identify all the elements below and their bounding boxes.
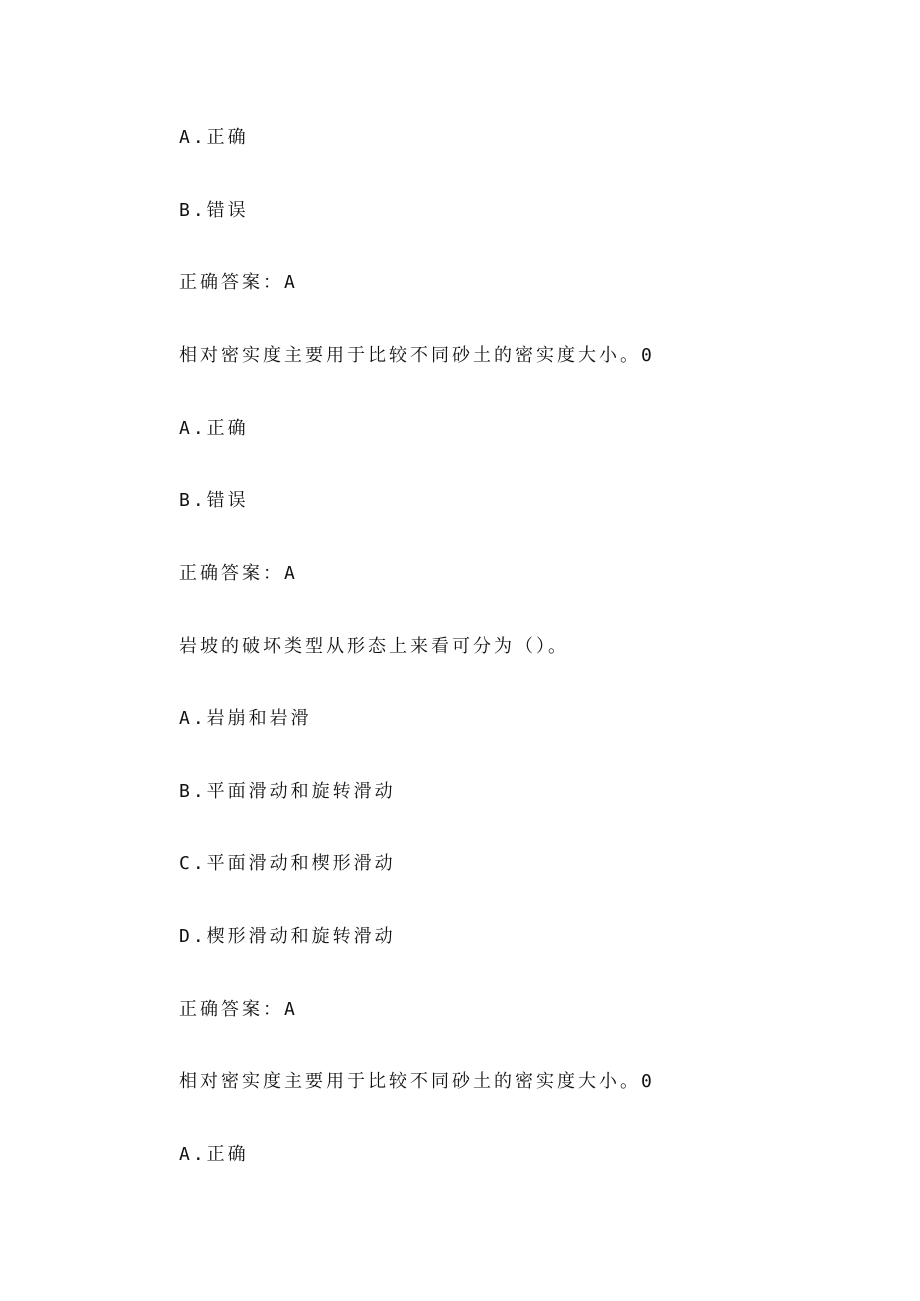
- correct-answer: 正确答案：A: [179, 563, 298, 584]
- question-text: 岩坡的破坏类型从形态上来看可分为（）。: [179, 636, 569, 657]
- question-text: 相对密实度主要用于比较不同砂土的密实度大小。0: [179, 1071, 655, 1092]
- question-text: 相对密实度主要用于比较不同砂土的密实度大小。0: [179, 345, 655, 366]
- option-a: A.正确: [179, 127, 249, 148]
- correct-answer: 正确答案：A: [179, 272, 298, 293]
- option-d: D.楔形滑动和旋转滑动: [179, 926, 396, 947]
- option-b: B.错误: [179, 200, 249, 221]
- option-a: A.正确: [179, 1144, 249, 1165]
- option-a: A.正确: [179, 418, 249, 439]
- option-a: A.岩崩和岩滑: [179, 708, 312, 729]
- option-b: B.平面滑动和旋转滑动: [179, 781, 396, 802]
- correct-answer: 正确答案：A: [179, 999, 298, 1020]
- option-b: B.错误: [179, 490, 249, 511]
- option-c: C.平面滑动和楔形滑动: [179, 853, 396, 874]
